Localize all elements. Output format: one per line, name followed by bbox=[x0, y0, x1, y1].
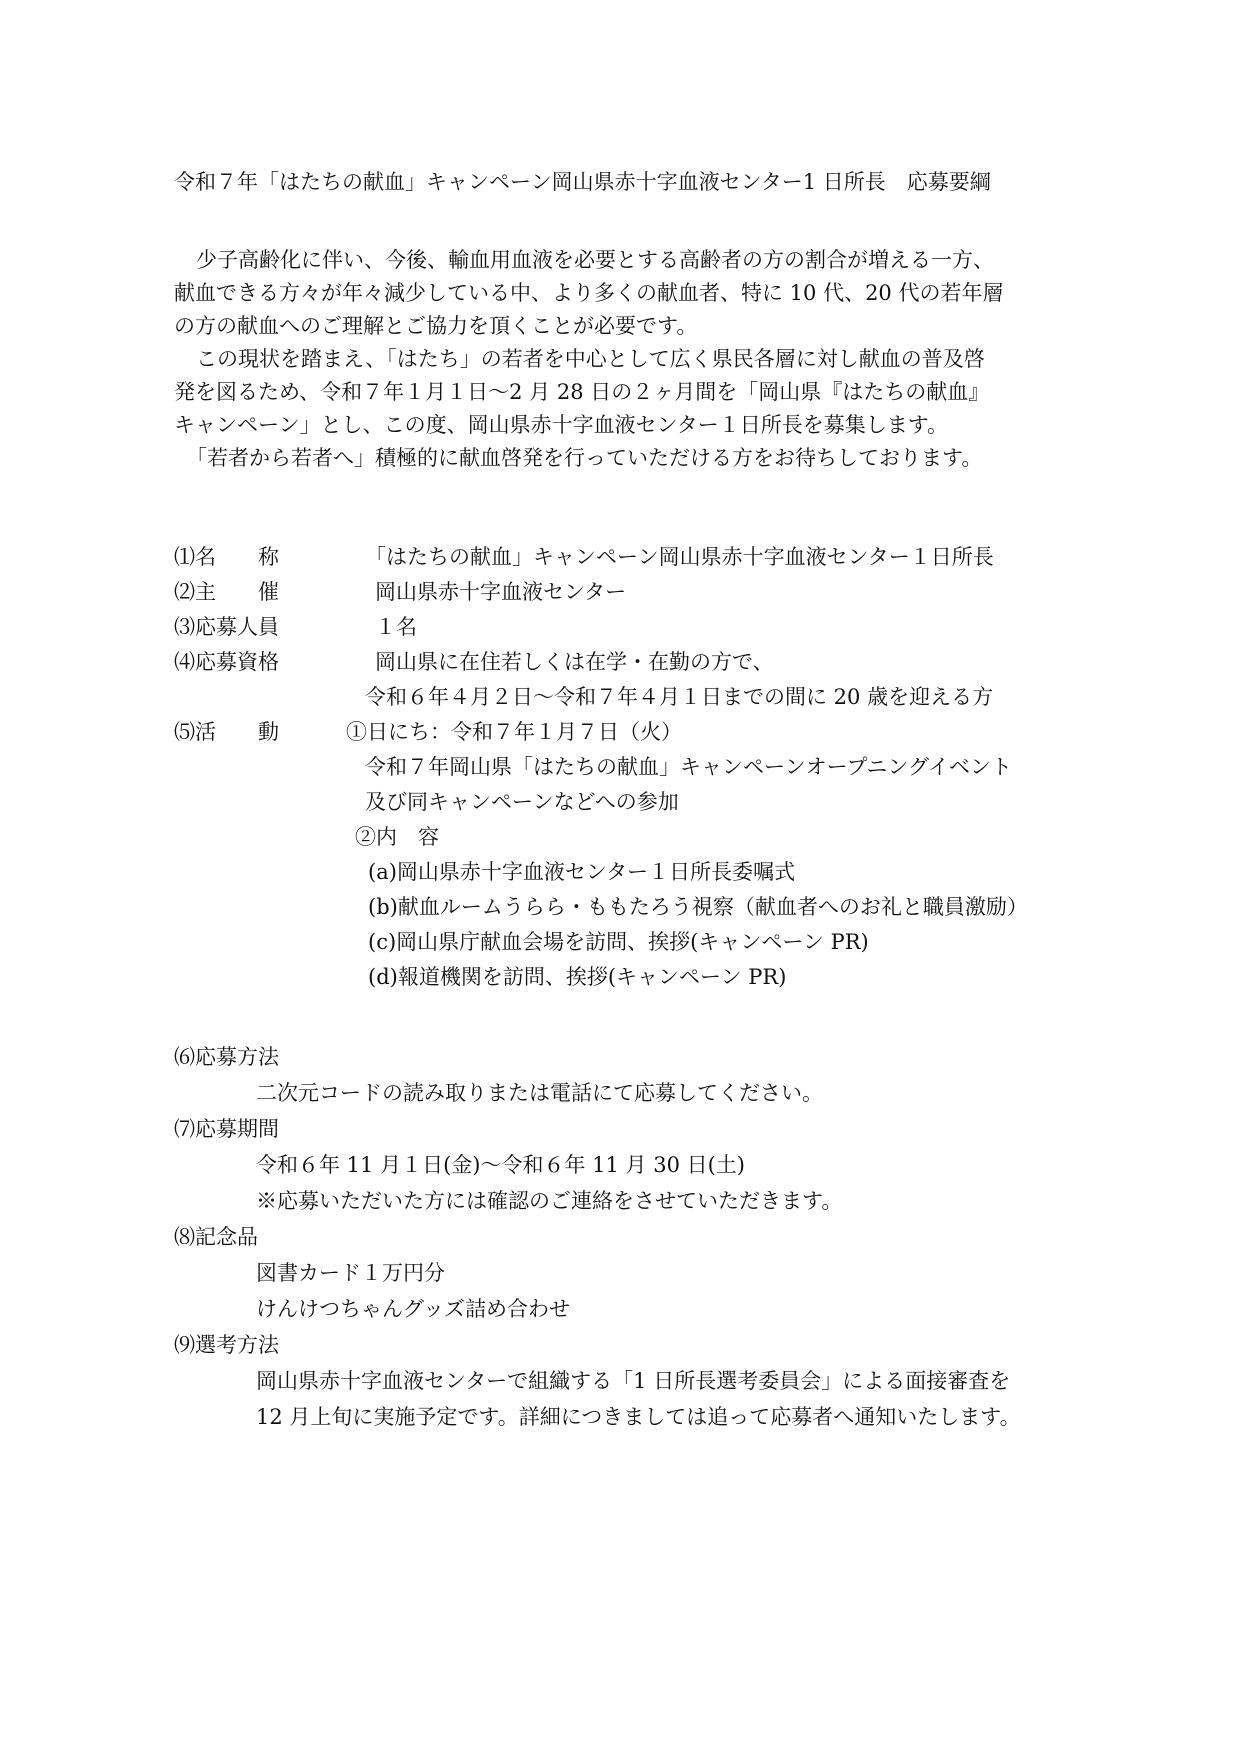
item-gift-1: 図書カード１万円分 bbox=[256, 1261, 445, 1285]
item-qual-value-1: 岡山県に在住若しくは在学・在勤の方で、 bbox=[375, 650, 774, 674]
intro-line-6: キャンペーン」とし、この度、岡山県赤十字血液センター１日所長を募集します。 bbox=[174, 413, 949, 437]
item-qual-value-2: 令和６年４月２日～令和７年４月１日までの間に 20 歳を迎える方 bbox=[365, 685, 994, 709]
item-name-label: ⑴名 称 bbox=[174, 545, 279, 569]
item-gift-label: ⑻記念品 bbox=[174, 1225, 258, 1249]
item-count-value: １名 bbox=[375, 615, 417, 639]
item-selection-2: 12 月上旬に実施予定です。詳細につきましては追って応募者へ通知いたします。 bbox=[256, 1405, 1021, 1429]
intro-line-2: 献血できる方々が年々減少している中、より多くの献血者、特に 10 代、20 代の若年層 bbox=[174, 281, 1004, 305]
item-period-value: 令和６年 11 月１日(金)～令和６年 11 月 30 日(土) bbox=[256, 1153, 745, 1177]
item-period-label: ⑺応募期間 bbox=[174, 1117, 279, 1141]
item-gift-2: けんけつちゃんグッズ詰め合わせ bbox=[256, 1297, 570, 1321]
item-content-a: (a)岡山県赤十字血液センター１日所長委嘱式 bbox=[368, 860, 796, 884]
intro-line-5: 発を図るため、令和７年１月１日～2 月 28 日の２ヶ月間を「岡山県『はたちの献血』 bbox=[174, 380, 990, 404]
intro-line-3: の方の献血へのご理解とご協力を頂くことが必要です。 bbox=[174, 314, 698, 338]
document-title: 令和７年「はたちの献血」キャンペーン岡山県赤十字血液センター1 日所長 応募要綱 bbox=[174, 170, 991, 194]
item-selection-1: 岡山県赤十字血液センターで組織する「1 日所長選考委員会」による面接審査を bbox=[256, 1369, 1011, 1393]
item-content-label: ②内 容 bbox=[355, 825, 439, 849]
item-selection-label: ⑼選考方法 bbox=[174, 1333, 279, 1357]
item-activity-date: ①日にち：令和７年１月７日（火） bbox=[346, 720, 682, 744]
item-activity-desc-1: 令和７年岡山県「はたちの献血」キャンペーンオープニングイベント bbox=[365, 755, 1013, 779]
intro-line-1: 少子高齢化に伴い、今後、輸血用血液を必要とする高齢者の方の割合が増える一方、 bbox=[196, 248, 994, 272]
item-activity-desc-2: 及び同キャンペーンなどへの参加 bbox=[365, 790, 679, 814]
item-name-value: 「はたちの献血」キャンペーン岡山県赤十字血液センター１日所長 bbox=[365, 545, 994, 569]
item-qual-label: ⑷応募資格 bbox=[174, 650, 279, 674]
item-period-note: ※応募いただいた方には確認のご連絡をさせていただきます。 bbox=[256, 1189, 843, 1213]
item-activity-label: ⑸活 動 bbox=[174, 720, 279, 744]
intro-line-4: この現状を踏まえ、「はたち」の若者を中心として広く県民各層に対し献血の普及啓 bbox=[196, 347, 985, 371]
item-host-label: ⑵主 催 bbox=[174, 580, 279, 604]
item-content-b: (b)献血ルームうらら・ももたろう視察（献血者へのお礼と職員激励） bbox=[368, 895, 1028, 919]
item-host-value: 岡山県赤十字血液センター bbox=[375, 580, 627, 604]
item-content-c: (c)岡山県庁献血会場を訪問、挨拶(キャンペーン PR) bbox=[368, 930, 869, 954]
item-method-value: 二次元コードの読み取りまたは電話にて応募してください。 bbox=[256, 1081, 823, 1105]
item-method-label: ⑹応募方法 bbox=[174, 1045, 279, 1069]
item-count-label: ⑶応募人員 bbox=[174, 615, 279, 639]
item-content-d: (d)報道機関を訪問、挨拶(キャンペーン PR) bbox=[368, 965, 787, 989]
intro-line-7: 「若者から若者へ」積極的に献血啓発を行っていただける方をお待ちしております。 bbox=[186, 446, 983, 470]
